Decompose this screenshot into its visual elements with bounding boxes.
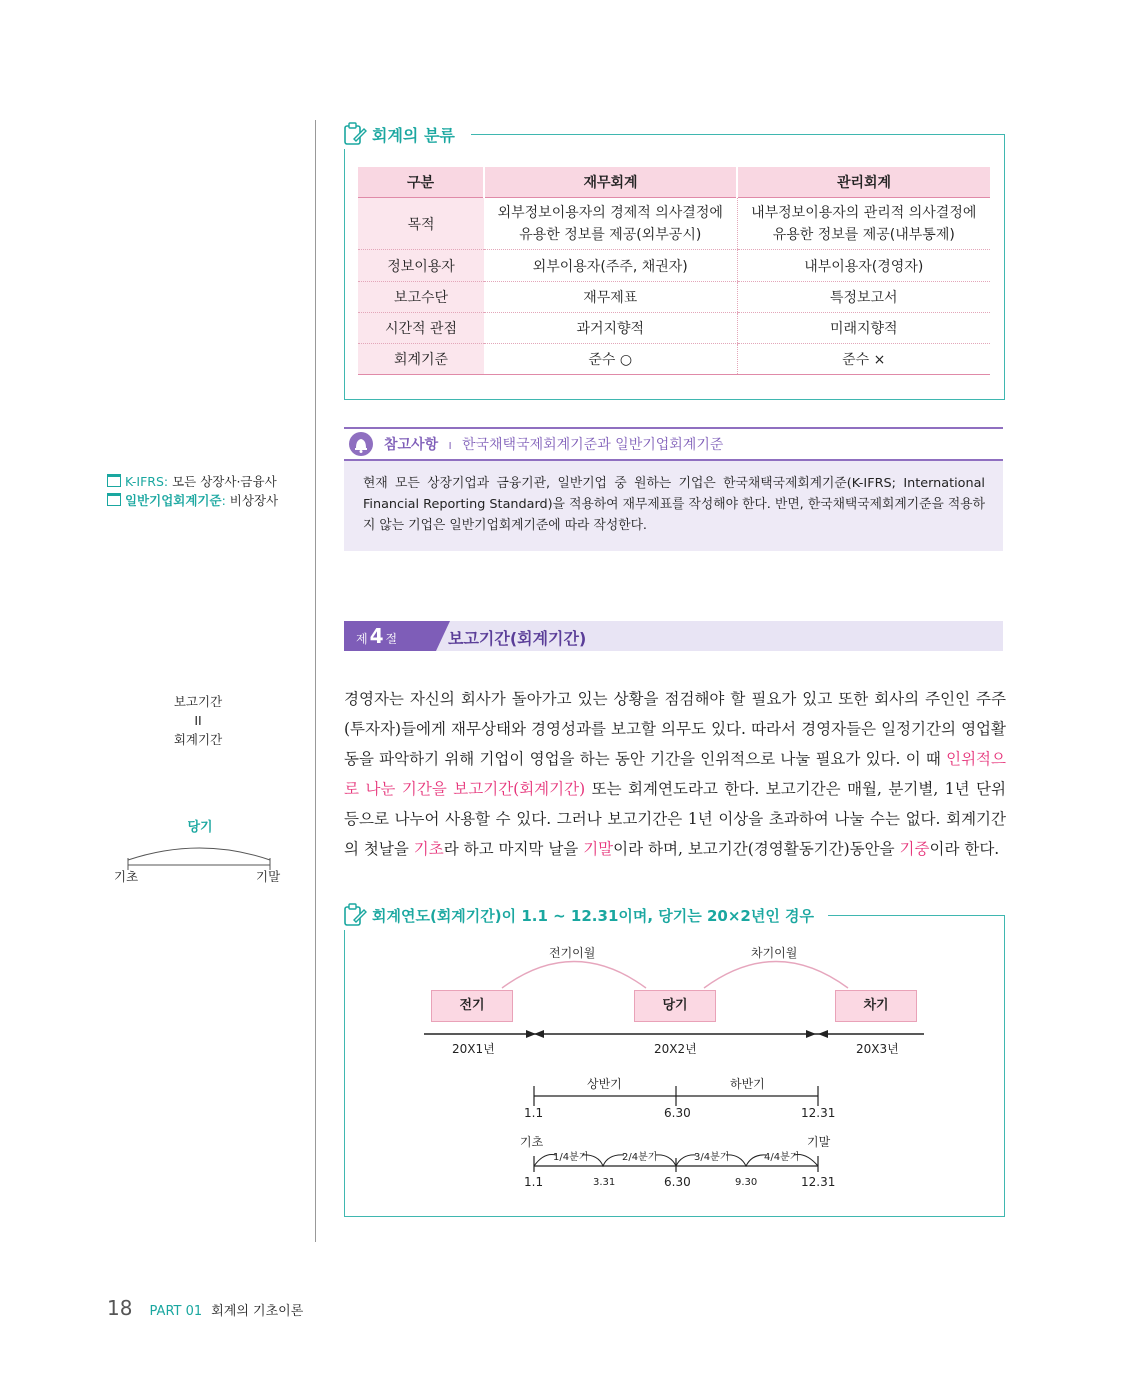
sidebar-equiv — [148, 692, 248, 749]
classification-title: 회계의 분류 — [368, 123, 465, 146]
period-arc — [110, 830, 290, 870]
end-label: 기말 — [807, 1135, 831, 1149]
quarter-label: 1/4분기 — [553, 1152, 589, 1163]
row-label: 시간적 관점 — [358, 313, 484, 344]
reference-header — [344, 427, 1003, 461]
period-diagram — [110, 816, 290, 886]
period-box-current: 당기 — [634, 990, 716, 1022]
quarter-label: 4/4분기 — [764, 1152, 800, 1163]
quarter-label: 2/4분기 — [622, 1152, 658, 1163]
reference-body-box — [344, 461, 1003, 551]
cell-financial: 과거지향적 — [484, 313, 737, 344]
half-label: 하반기 — [730, 1077, 765, 1091]
date-label: 3.31 — [593, 1177, 616, 1188]
row-label: 목적 — [358, 198, 484, 250]
clipboard-pen-icon — [342, 902, 368, 928]
table-row — [358, 313, 990, 344]
clipboard-pen-icon — [342, 121, 368, 147]
text-run: 이라 한다. — [929, 840, 1000, 858]
cell-managerial: 미래지향적 — [737, 313, 990, 344]
start-label: 기초 — [520, 1135, 544, 1149]
folder-icon — [107, 474, 121, 487]
highlight-text: 기초 — [413, 840, 444, 858]
note-term: K-IFRS — [124, 474, 164, 489]
text-run: 또는 회계연도라고 한다. 보고기간은 매월, 분기별, 1년 단위 등으로 나누어 사용할 수 있다. 그러나 보고기간은 1년 이상을 초과하여 나눌 수는 없다. 회계기간의 첫날을 — [344, 780, 1006, 858]
table-header-row — [358, 167, 990, 198]
chapter-title: 회계의 기초이론 — [211, 1304, 304, 1319]
cell-line: 내부정보이용자의 관리적 의사결정에 — [751, 204, 977, 221]
date-label: 6.30 — [664, 1175, 691, 1189]
cell-financial: 외부이용자(주주, 채권자) — [484, 250, 737, 282]
section-num: 4 — [369, 624, 384, 648]
section-number — [356, 624, 397, 648]
example-header — [342, 900, 828, 930]
row-label: 보고수단 — [358, 282, 484, 313]
column-divider — [315, 120, 316, 1242]
cell-managerial: 내부이용자(경영자) — [737, 250, 990, 282]
classification-header — [342, 119, 471, 149]
highlight-text: 기말 — [583, 840, 614, 858]
year-label: 20X3년 — [856, 1042, 899, 1056]
header-category: 구분 — [358, 167, 484, 198]
colon: : — [163, 474, 169, 489]
text-run: 이라 하며, 보고기간(경영활동기간)동안을 — [613, 840, 900, 858]
body-paragraph — [344, 684, 1006, 864]
note-desc: 비상장사 — [229, 493, 279, 508]
section-title: 보고기간(회계기간) — [448, 629, 587, 648]
reference-title-line — [384, 434, 723, 454]
period-box-next: 차기 — [835, 990, 917, 1022]
table-row — [358, 250, 990, 282]
page-number: 18 — [107, 1296, 133, 1320]
section-suffix: 절 — [385, 632, 398, 646]
carry-forward-next: 차기이월 — [751, 946, 798, 960]
half-label: 상반기 — [587, 1077, 622, 1091]
section-prefix: 제 — [356, 632, 368, 646]
folder-icon — [107, 493, 121, 506]
equiv-top: 보고기간 — [173, 694, 223, 709]
date-label: 12.31 — [801, 1175, 836, 1189]
cell-managerial: 준수 × — [737, 344, 990, 375]
equiv-mid: II — [194, 713, 202, 728]
date-label: 6.30 — [664, 1106, 691, 1120]
row-label: 회계기준 — [358, 344, 484, 375]
cell-line: 유용한 정보를 제공(내부통제) — [772, 226, 955, 243]
year-label: 20X2년 — [654, 1042, 697, 1056]
reference-body: 현재 모든 상장기업과 금융기관, 일반기업 중 원하는 기업은 한국채택국제회계기준(K-IFRS; International Financial Reporting Standard)을 적용하여 재무제표를 작성해야 한다. 반면, 한국채택국제회계기준을 적용하지 않는 기업은 일반기업회계기준에 따라 작성한다. — [363, 476, 985, 533]
carry-forward-prev: 전기이월 — [549, 946, 596, 960]
section-tag — [344, 621, 436, 651]
section-header — [344, 621, 1003, 651]
header-financial: 재무회계 — [484, 167, 737, 198]
equiv-bottom: 회계기간 — [173, 732, 223, 747]
note-term: 일반기업회계기준 — [124, 493, 222, 508]
reference-sep: I — [448, 441, 452, 452]
period-label: 당기 — [187, 820, 213, 835]
year-label: 20X1년 — [452, 1042, 495, 1056]
date-label: 1.1 — [524, 1106, 544, 1120]
date-label: 9.30 — [735, 1177, 758, 1188]
sidebar-note — [107, 472, 278, 491]
text-run: 경영자는 자신의 회사가 돌아가고 있는 상황을 점검해야 할 필요가 있고 또한 회사의 주인인 주주(투자자)들에게 재무상태와 경영성과를 보고할 의무도 있다. 따라서 경영자들은 일정기간의 영업활동을 파악하기 위해 기업이 영업을 하는 동안 기간을 인위적으로 나눌 필요가 있다. 이 때 — [344, 690, 1006, 768]
period-box-prev: 전기 — [431, 990, 513, 1022]
highlight-text: 기중 — [899, 840, 930, 858]
cell-financial: 재무제표 — [484, 282, 737, 313]
table-row — [358, 198, 990, 250]
cell-managerial: 특정보고서 — [737, 282, 990, 313]
date-label: 12.31 — [801, 1106, 836, 1120]
period-start: 기초 — [114, 869, 139, 884]
example-title: 회계연도(회계기간)이 1.1 ~ 12.31이며, 당기는 20×2년인 경우 — [368, 905, 824, 926]
cell-financial — [484, 198, 737, 250]
highlight-text: 인위적으로 나눈 기간을 보고기간(회계기간) — [344, 750, 1006, 798]
part-label: PART 01 — [149, 1304, 203, 1319]
reference-label: 참고사항 — [384, 437, 439, 453]
cell-line: 유용한 정보를 제공(외부공시) — [519, 226, 702, 243]
date-label: 1.1 — [524, 1175, 544, 1189]
timeline-graphic — [344, 940, 1003, 1200]
table-row — [358, 282, 990, 313]
reference-title: 한국채택국제회계기준과 일반기업회계기준 — [461, 437, 724, 453]
cell-line: 외부정보이용자의 경제적 의사결정에 — [497, 204, 723, 221]
header-managerial: 관리회계 — [737, 167, 990, 198]
sidebar-note — [107, 491, 278, 510]
classification-table — [358, 167, 990, 375]
note-desc: 모든 상장사·금융사 — [172, 474, 277, 489]
cell-managerial — [737, 198, 990, 250]
colon: : — [221, 493, 226, 508]
text-run: 라 하고 마지막 날을 — [443, 840, 584, 858]
bell-icon — [348, 431, 374, 457]
row-label: 정보이용자 — [358, 250, 484, 282]
period-end: 기말 — [256, 869, 281, 884]
table-row — [358, 344, 990, 375]
cell-financial: 준수 ○ — [484, 344, 737, 375]
page-footer — [107, 1296, 303, 1320]
sidebar-notes — [107, 472, 278, 510]
quarter-label: 3/4분기 — [694, 1152, 730, 1163]
